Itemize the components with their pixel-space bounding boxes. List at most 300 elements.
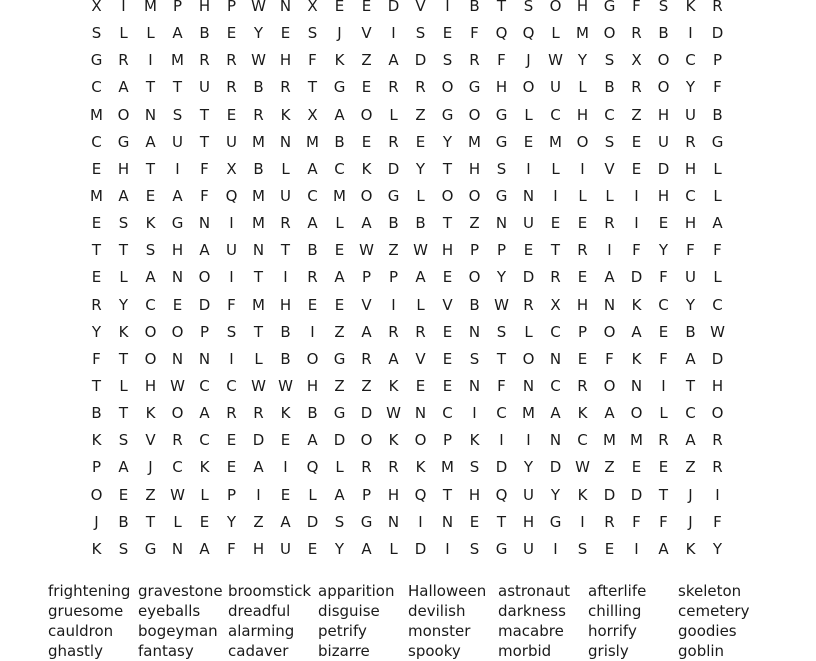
grid-letter: Y (118, 295, 129, 314)
word-list-item: gravestone (138, 582, 223, 600)
grid-letter: Q (495, 24, 508, 43)
grid-letter: L (146, 24, 155, 43)
grid-letter: U (199, 78, 210, 97)
grid-letter: B (604, 78, 615, 97)
grid-letter: Q (306, 458, 319, 477)
grid-letter: R (388, 322, 399, 341)
grid-letter: S (118, 214, 129, 233)
grid-letter: E (577, 214, 588, 233)
grid-letter: K (577, 404, 588, 423)
grid-letter: Q (495, 485, 508, 504)
grid-letter: R (280, 78, 291, 97)
grid-letter: C (577, 431, 588, 450)
grid-letter: Q (414, 485, 427, 504)
grid-letter: D (495, 458, 508, 477)
grid-letter: I (580, 159, 585, 178)
grid-letter: E (172, 295, 183, 314)
grid-letter: K (469, 431, 480, 450)
grid-letter: O (360, 187, 373, 206)
grid-letter: K (145, 214, 156, 233)
grid-letter: I (310, 322, 315, 341)
grid-letter: F (92, 349, 101, 368)
grid-letter: O (171, 404, 184, 423)
grid-letter: H (576, 0, 589, 16)
grid-letter: X (91, 0, 102, 16)
grid-letter: M (630, 431, 643, 450)
grid-letter: L (578, 78, 587, 97)
grid-letter: G (495, 105, 508, 124)
grid-letter: R (577, 241, 588, 260)
grid-letter: H (117, 159, 130, 178)
grid-letter: G (90, 51, 103, 70)
word-list-item: petrify (318, 622, 367, 640)
grid-letter: D (630, 485, 643, 504)
grid-letter: G (495, 539, 508, 558)
grid-letter: E (334, 295, 345, 314)
grid-letter: A (172, 187, 183, 206)
grid-letter: T (280, 241, 291, 260)
grid-letter: Y (226, 512, 237, 531)
grid-letter: W (278, 377, 293, 396)
grid-letter: W (710, 322, 725, 341)
grid-letter: T (442, 214, 453, 233)
grid-letter: G (495, 132, 508, 151)
grid-letter: K (145, 404, 156, 423)
grid-letter: C (685, 404, 696, 423)
grid-letter: T (118, 349, 129, 368)
grid-letter: I (553, 539, 558, 558)
word-list-item: dreadful (228, 602, 291, 620)
grid-letter: I (688, 24, 693, 43)
grid-letter: A (118, 78, 129, 97)
grid-letter: E (226, 24, 237, 43)
grid-letter: S (118, 431, 129, 450)
grid-letter: H (171, 241, 184, 260)
grid-letter: I (121, 0, 126, 16)
grid-letter: N (198, 349, 211, 368)
grid-letter: S (658, 0, 669, 16)
grid-letter: R (361, 349, 372, 368)
grid-letter: A (604, 404, 615, 423)
grid-letter: K (280, 105, 291, 124)
grid-letter: O (441, 187, 454, 206)
grid-letter: E (361, 78, 372, 97)
grid-letter: S (307, 24, 318, 43)
grid-letter: O (117, 105, 130, 124)
grid-letter: N (171, 539, 184, 558)
grid-letter: H (468, 485, 481, 504)
grid-letter: W (548, 51, 563, 70)
grid-letter: H (468, 159, 481, 178)
grid-letter: I (553, 187, 558, 206)
grid-letter: I (526, 431, 531, 450)
grid-letter: U (523, 214, 534, 233)
grid-letter: I (229, 349, 234, 368)
grid-letter: L (119, 24, 128, 43)
grid-letter: G (360, 512, 373, 531)
grid-letter: C (199, 431, 210, 450)
grid-letter: X (226, 159, 237, 178)
grid-letter: T (91, 241, 102, 260)
grid-letter: I (715, 485, 720, 504)
grid-letter: L (659, 404, 668, 423)
word-list-item: apparition (318, 582, 395, 600)
grid-letter: G (603, 0, 616, 16)
grid-letter: E (226, 431, 237, 450)
grid-letter: A (307, 159, 318, 178)
word-list-item: cadaver (228, 642, 289, 660)
grid-letter: N (279, 132, 292, 151)
grid-letter: O (657, 51, 670, 70)
word-list-item: bogeyman (138, 622, 218, 640)
grid-letter: R (361, 458, 372, 477)
grid-letter: R (253, 404, 264, 423)
grid-letter: R (550, 268, 561, 287)
grid-letter: G (171, 214, 184, 233)
grid-letter: R (199, 51, 210, 70)
grid-letter: R (91, 295, 102, 314)
grid-letter: L (713, 268, 722, 287)
grid-letter: O (360, 431, 373, 450)
grid-letter: U (523, 539, 534, 558)
grid-letter: A (334, 485, 345, 504)
grid-letter: H (684, 214, 697, 233)
grid-letter: R (469, 51, 480, 70)
grid-letter: V (415, 0, 426, 16)
grid-letter: R (415, 322, 426, 341)
grid-letter: I (661, 377, 666, 396)
grid-letter: N (549, 431, 562, 450)
grid-letter: Z (145, 485, 156, 504)
grid-letter: L (200, 485, 209, 504)
grid-letter: T (442, 485, 453, 504)
grid-letter: A (685, 431, 696, 450)
word-list (48, 581, 768, 661)
grid-letter: E (226, 458, 237, 477)
grid-letter: S (496, 159, 507, 178)
grid-letter: G (387, 187, 400, 206)
grid-letter: E (334, 241, 345, 260)
grid-letter: R (388, 78, 399, 97)
grid-letter: L (335, 214, 344, 233)
grid-letter: A (334, 105, 345, 124)
grid-letter: O (468, 268, 481, 287)
grid-letter: E (361, 0, 372, 16)
word-list-item: grisly (588, 642, 629, 660)
word-list-item: macabre (498, 622, 564, 640)
grid-letter: N (522, 187, 535, 206)
grid-letter: B (118, 512, 129, 531)
word-list-item: goodies (678, 622, 737, 640)
grid-letter: F (632, 241, 641, 260)
grid-letter: R (307, 268, 318, 287)
grid-letter: Y (442, 132, 453, 151)
grid-letter: S (172, 105, 183, 124)
grid-letter: K (577, 485, 588, 504)
grid-letter: C (172, 458, 183, 477)
grid-letter: S (577, 539, 588, 558)
grid-letter: T (253, 268, 264, 287)
grid-letter: A (685, 349, 696, 368)
grid-letter: P (172, 0, 183, 16)
grid-letter: E (469, 512, 480, 531)
grid-letter: E (442, 349, 453, 368)
grid-letter: E (658, 322, 669, 341)
grid-letter: Y (334, 539, 345, 558)
grid-letter: U (685, 105, 696, 124)
grid-letter: N (144, 105, 157, 124)
grid-letter: F (713, 78, 722, 97)
grid-letter: R (658, 431, 669, 450)
grid-letter: P (577, 322, 588, 341)
grid-letter: G (441, 105, 454, 124)
grid-letter: M (252, 187, 265, 206)
grid-letter: F (632, 512, 641, 531)
word-list-item: bizarre (318, 642, 370, 660)
grid-letter: S (415, 24, 426, 43)
grid-letter: I (391, 24, 396, 43)
grid-letter: O (603, 24, 616, 43)
grid-letter: J (337, 24, 342, 43)
grid-letter: N (603, 295, 616, 314)
grid-letter: C (550, 377, 561, 396)
grid-letter: O (441, 78, 454, 97)
grid-letter: T (172, 78, 183, 97)
grid-letter: I (472, 404, 477, 423)
grid-letter: T (145, 78, 156, 97)
grid-letter: O (549, 0, 562, 16)
grid-letter: T (496, 0, 507, 16)
grid-letter: D (711, 349, 724, 368)
grid-letter: B (658, 24, 669, 43)
grid-letter: T (199, 105, 210, 124)
grid-letter: R (172, 431, 183, 450)
grid-letter: G (549, 512, 562, 531)
grid-letter: A (145, 268, 156, 287)
grid-letter: Y (91, 322, 102, 341)
grid-letter: U (172, 132, 183, 151)
grid-letter: A (307, 214, 318, 233)
grid-letter: Y (712, 539, 723, 558)
grid-letter: E (334, 0, 345, 16)
grid-letter: O (522, 78, 535, 97)
grid-letter: I (256, 485, 261, 504)
grid-letter: R (631, 24, 642, 43)
grid-letter: Y (496, 268, 507, 287)
grid-letter: E (442, 377, 453, 396)
grid-letter: F (470, 24, 479, 43)
grid-letter: T (496, 349, 507, 368)
grid-letter: E (577, 268, 588, 287)
grid-letter: E (145, 187, 156, 206)
grid-letter: V (604, 159, 615, 178)
word-list-item: chilling (588, 602, 642, 620)
grid-letter: E (442, 268, 453, 287)
grid-letter: F (497, 377, 506, 396)
grid-letter: J (148, 458, 153, 477)
grid-letter: C (91, 132, 102, 151)
grid-letter: D (630, 268, 643, 287)
grid-letter: E (91, 159, 102, 178)
grid-letter: B (685, 322, 696, 341)
grid-letter: J (94, 512, 99, 531)
grid-letter: L (713, 159, 722, 178)
grid-letter: N (468, 377, 481, 396)
grid-letter: D (657, 159, 670, 178)
grid-letter: E (523, 241, 534, 260)
grid-letter: N (495, 214, 508, 233)
grid-letter: A (253, 458, 264, 477)
word-list-item: disguise (318, 602, 380, 620)
grid-letter: C (658, 295, 669, 314)
grid-letter: D (549, 458, 562, 477)
grid-letter: U (658, 132, 669, 151)
grid-letter: T (145, 512, 156, 531)
grid-letter: Q (225, 187, 238, 206)
word-list-item: broomstick (228, 582, 312, 600)
grid-letter: Y (577, 51, 588, 70)
grid-letter: M (441, 458, 454, 477)
grid-letter: X (550, 295, 561, 314)
word-list-item: eyeballs (138, 602, 201, 620)
grid-letter: R (712, 431, 723, 450)
grid-letter: D (711, 24, 724, 43)
grid-letter: S (118, 539, 129, 558)
grid-letter: A (361, 322, 372, 341)
grid-letter: I (580, 512, 585, 531)
grid-letter: I (634, 214, 639, 233)
grid-letter: Z (388, 241, 399, 260)
grid-letter: H (522, 512, 535, 531)
grid-letter: R (577, 377, 588, 396)
grid-letter: P (226, 485, 237, 504)
grid-letter: K (388, 431, 399, 450)
grid-letter: U (550, 78, 561, 97)
grid-letter: O (603, 377, 616, 396)
grid-letter: U (685, 268, 696, 287)
grid-letter: Z (334, 322, 345, 341)
grid-letter: E (226, 105, 237, 124)
grid-letter: C (496, 404, 507, 423)
grid-letter: P (91, 458, 102, 477)
grid-letter: R (685, 132, 696, 151)
grid-letter: R (280, 214, 291, 233)
grid-letter: B (307, 404, 318, 423)
grid-letter: H (279, 295, 292, 314)
grid-letter: O (306, 349, 319, 368)
grid-letter: C (550, 105, 561, 124)
grid-letter: H (306, 377, 319, 396)
word-list-item: monster (408, 622, 471, 640)
grid-letter: I (445, 0, 450, 16)
grid-letter: L (335, 458, 344, 477)
grid-letter: M (522, 404, 535, 423)
grid-letter: R (604, 214, 615, 233)
grid-letter: A (199, 539, 210, 558)
grid-letter: H (252, 539, 265, 558)
grid-letter: D (414, 539, 427, 558)
grid-letter: E (118, 485, 129, 504)
grid-letter: S (226, 322, 237, 341)
grid-letter: D (198, 295, 211, 314)
grid-letter: T (496, 512, 507, 531)
grid-letter: W (413, 241, 428, 260)
grid-letter: B (469, 0, 480, 16)
word-list-item: ghastly (48, 642, 103, 660)
grid-letter: N (198, 214, 211, 233)
grid-letter: N (468, 322, 481, 341)
grid-letter: T (658, 485, 669, 504)
grid-letter: S (469, 349, 480, 368)
grid-letter: I (283, 458, 288, 477)
grid-letter: W (386, 404, 401, 423)
grid-letter: K (631, 295, 642, 314)
grid-letter: E (307, 539, 318, 558)
grid-letter: Z (361, 377, 372, 396)
grid-letter: F (659, 349, 668, 368)
grid-letter: E (280, 24, 291, 43)
grid-letter: S (604, 132, 615, 151)
grid-letter: O (144, 349, 157, 368)
grid-letter: E (631, 458, 642, 477)
grid-letter: M (144, 0, 157, 16)
grid-letter: U (280, 187, 291, 206)
grid-letter: N (414, 404, 427, 423)
grid-letter: I (283, 268, 288, 287)
grid-letter: M (171, 51, 184, 70)
grid-letter: O (468, 187, 481, 206)
grid-letter: P (496, 241, 507, 260)
grid-letter: F (713, 241, 722, 260)
grid-letter: Z (685, 458, 696, 477)
grid-letter: G (468, 78, 481, 97)
grid-letter: L (713, 187, 722, 206)
grid-letter: R (226, 404, 237, 423)
grid-letter: B (253, 159, 264, 178)
grid-letter: I (445, 539, 450, 558)
grid-letter: E (658, 458, 669, 477)
grid-letter: K (199, 458, 210, 477)
grid-letter: I (175, 159, 180, 178)
grid-letter: F (497, 51, 506, 70)
grid-letter: K (388, 377, 399, 396)
grid-letter: D (414, 51, 427, 70)
grid-letter: D (360, 404, 373, 423)
grid-letter: E (577, 349, 588, 368)
grid-letter: A (388, 349, 399, 368)
grid-letter: L (416, 295, 425, 314)
grid-letter: I (634, 539, 639, 558)
grid-letter: F (200, 187, 209, 206)
grid-letter: G (333, 404, 346, 423)
grid-letter: P (226, 0, 237, 16)
grid-letter: I (526, 159, 531, 178)
grid-letter: C (685, 187, 696, 206)
grid-letter: I (499, 431, 504, 450)
grid-letter: Y (523, 458, 534, 477)
grid-letter: S (145, 241, 156, 260)
grid-letter: A (307, 431, 318, 450)
grid-letter: Z (253, 512, 264, 531)
grid-letter: M (333, 187, 346, 206)
grid-letter: O (468, 105, 481, 124)
grid-letter: M (90, 105, 103, 124)
grid-letter: A (280, 512, 291, 531)
grid-letter: B (253, 78, 264, 97)
grid-letter: I (148, 51, 153, 70)
grid-letter: P (361, 485, 372, 504)
grid-letter: N (630, 377, 643, 396)
